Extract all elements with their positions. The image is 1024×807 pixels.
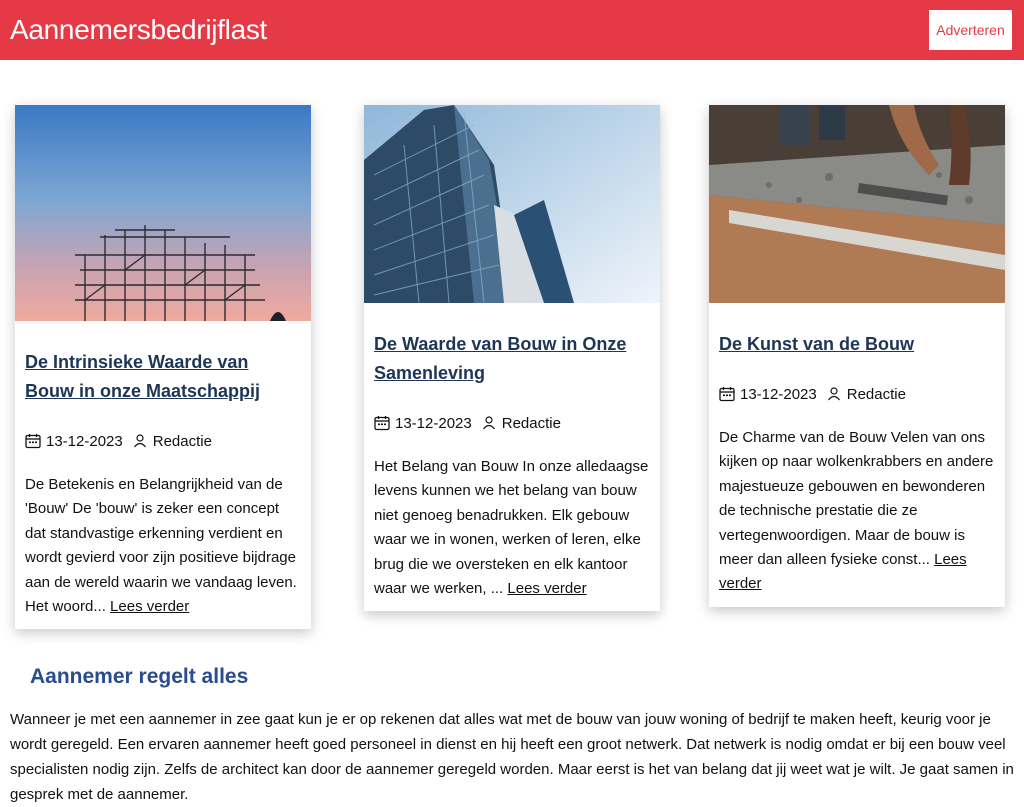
- card-meta: [374, 412, 650, 434]
- scaffolding-image[interactable]: [15, 105, 311, 321]
- article-card: [364, 105, 660, 611]
- office-building-image[interactable]: [364, 105, 660, 303]
- card-date: 13-12-2023: [46, 432, 123, 450]
- calendar-icon: [374, 415, 390, 431]
- card-author: Redactie: [846, 385, 906, 403]
- read-more-link[interactable]: Lees verder: [507, 580, 587, 598]
- card-excerpt: [25, 473, 301, 619]
- card-excerpt-text: De Charme van de Bouw Velen van ons kijken op naar wolkenkrabbers en andere majestueuze gebouwen en bewonderen de technische prestatie die ze vertegenwoordigen. Maar de bouw is meer dan alleen fysieke const...: [719, 429, 994, 569]
- card-excerpt-text: De Betekenis en Belangrijkheid van de 'Bouw' De 'bouw' is zeker een concept dat standvastige erkenning verdient en wordt gevierd voor zijn positieve bijdrage aan de wereld waarin we vandaag leven. Het woord...: [25, 476, 297, 616]
- card-title-link[interactable]: De Intrinsieke Waarde van Bouw in onze Maatschappij: [25, 352, 261, 401]
- card-excerpt: [374, 455, 650, 601]
- site-title[interactable]: Aannemersbedrijflast: [10, 14, 268, 45]
- card-date: 13-12-2023: [740, 385, 817, 403]
- read-more-link[interactable]: Lees verder: [719, 551, 967, 593]
- user-icon: [482, 416, 496, 430]
- article-card: [709, 105, 1005, 607]
- card-title-link[interactable]: De Waarde van Bouw in Onze Samenleving: [374, 334, 627, 383]
- calendar-icon: [25, 433, 41, 449]
- user-icon: [827, 387, 841, 401]
- section-heading: Aannemer regelt alles: [30, 665, 249, 688]
- card-meta: [719, 383, 995, 405]
- card-date: 13-12-2023: [395, 414, 472, 432]
- read-more-link[interactable]: Lees verder: [110, 598, 190, 616]
- article-card: [15, 105, 311, 629]
- calendar-icon: [719, 386, 735, 402]
- user-icon: [133, 434, 147, 448]
- advertise-button[interactable]: Adverteren: [929, 10, 1012, 50]
- section-text: Wanneer je met een aannemer in zee gaat kun je er op rekenen dat alles wat met de bouw van jouw woning of bedrijf te maken heeft, keurig voor je wordt geregeld. Een ervaren aannemer heeft goed personeel in dienst en hij heeft een groot netwerk. Dat netwerk is nodig omdat er bij een bouw veel specialisten nodig zijn. Zelfs de architect kan door de aannemer geregeld worden. Maar eerst is het van belang dat jij weet wat je wilt. Je gaat samen in gesprek met de aannemer.: [10, 711, 1014, 803]
- card-excerpt-text: Het Belang van Bouw In onze alledaagse levens kunnen we het belang van bouw niet genoeg benadrukken. Elk gebouw waar we in wonen, werken of leren, elke brug die we oversteken en elk kantoor waar we werken, ...: [374, 458, 649, 598]
- card-excerpt: [719, 426, 995, 597]
- card-title-link[interactable]: De Kunst van de Bouw: [719, 334, 915, 354]
- concrete-work-image[interactable]: [709, 105, 1005, 303]
- card-author: Redactie: [152, 432, 212, 450]
- card-meta: [25, 430, 301, 452]
- card-author: Redactie: [501, 414, 561, 432]
- site-header: [0, 0, 1024, 60]
